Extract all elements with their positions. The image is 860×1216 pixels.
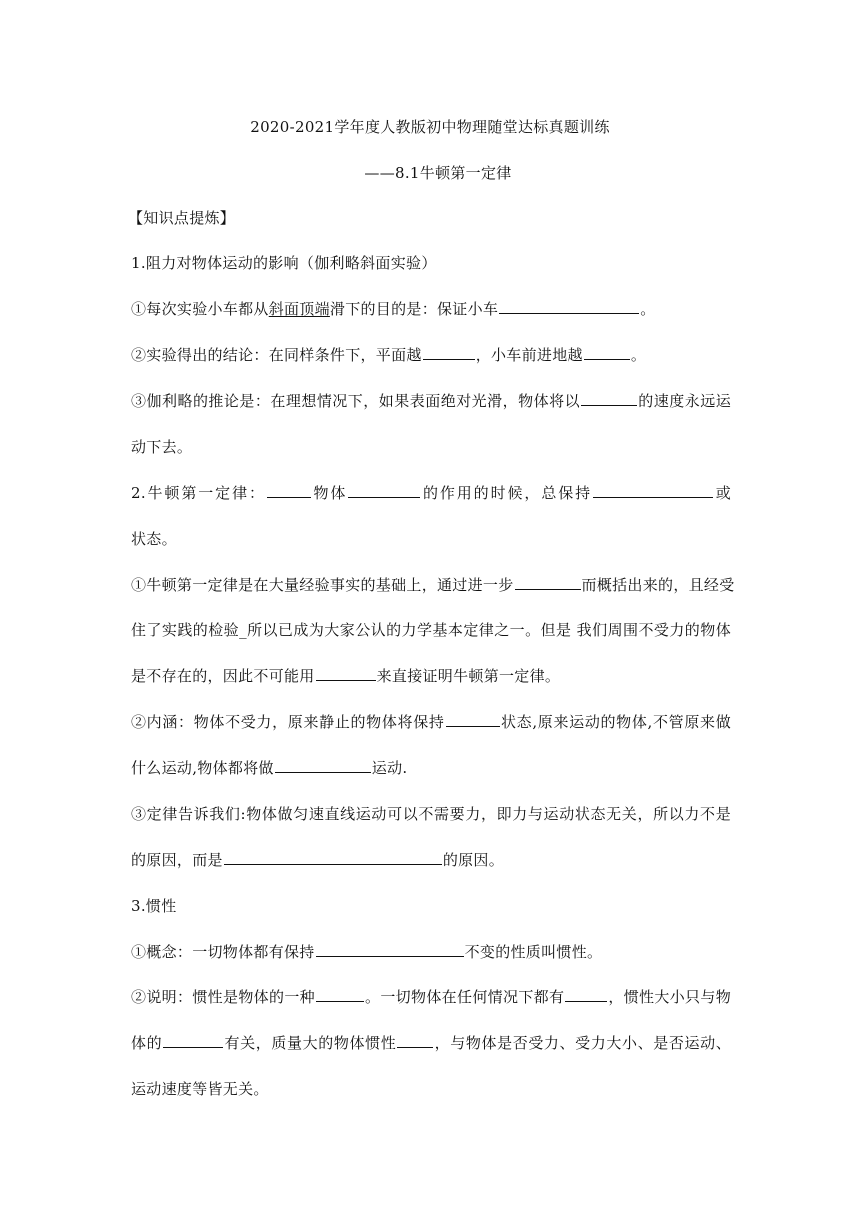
s1-item3-cont: 动下去。 — [131, 438, 193, 456]
s2-p1-cont2 — [131, 666, 731, 686]
s1-item1-underlined: 斜面顶端 — [268, 300, 330, 318]
s1-item1-text-c: 。 — [640, 300, 656, 318]
s2-p3: ③定律告诉我们:物体做匀速直线运动可以不需要力，即力与运动状态无关，所以力不是 — [131, 805, 731, 823]
s2-p1-text-d: 是不存在的，因此不可能用 — [131, 667, 315, 685]
fill-blank[interactable] — [316, 666, 376, 681]
s3-p1 — [131, 942, 731, 962]
fill-blank[interactable] — [316, 942, 464, 957]
s3-p2-cont2: 运动速度等皆无关。 — [131, 1080, 269, 1098]
s2-p2-text-a: ②内涵：物体不受力，原来静止的物体将保持 — [131, 713, 445, 731]
fill-blank[interactable] — [515, 575, 581, 590]
s2-p2-text-c: 什么运动,物体都将做 — [131, 759, 274, 777]
s2-p1 — [131, 575, 735, 595]
s3-p2-text-b: 。一切物体在任何情况下都有 — [364, 988, 565, 1006]
s2-p1-text-a: ①牛顿第一定律是在大量经验事实的基础上，通过进一步 — [131, 576, 514, 594]
s3-p2-text-c: ，惯性大小只与物 — [608, 988, 731, 1006]
fill-blank[interactable] — [446, 712, 500, 727]
s2-law-cont: 状态。 — [131, 530, 177, 548]
s1-item1 — [131, 299, 731, 319]
fill-blank[interactable] — [565, 987, 607, 1002]
s1-item3-text-b: 的速度永远运 — [638, 392, 731, 410]
s3-p1-text-a: ①概念：一切物体都有保持 — [131, 943, 315, 961]
doc-title: 2020-2021学年度人教版初中物理随堂达标真题训练 — [250, 118, 610, 136]
fill-blank[interactable] — [593, 483, 713, 498]
s3-heading: 3.惯性 — [131, 897, 177, 915]
doc-subtitle: ——8.1牛顿第一定律 — [364, 164, 512, 182]
s2-p1-text-e: 来直接证明牛顿第一定律。 — [376, 667, 561, 685]
fill-blank[interactable] — [163, 1033, 223, 1048]
s2-text-d: 或 — [714, 484, 731, 502]
fill-blank[interactable] — [224, 850, 442, 865]
s2-p1-cont: 住了实践的检验_所以已成为大家公认的力学基本定律之一。但是 我们周围不受力的物体 — [131, 621, 731, 639]
fill-blank[interactable] — [499, 299, 639, 314]
s2-p3-text-b: 的原因，而是 — [131, 851, 223, 869]
s2-text-a: 2.牛顿第一定律： — [131, 484, 266, 502]
s1-item3-text-a: ③伽利略的推论是：在理想情况下，如果表面绝对光滑，物体将以 — [131, 392, 581, 410]
fill-blank[interactable] — [275, 758, 371, 773]
s3-p2-cont — [131, 1033, 731, 1053]
s1-item3 — [131, 391, 731, 411]
fill-blank[interactable] — [423, 345, 475, 360]
fill-blank[interactable] — [581, 391, 637, 406]
s3-p1-text-b: 不变的性质叫惯性。 — [464, 943, 603, 961]
s2-p2-cont — [131, 758, 731, 778]
fill-blank[interactable] — [348, 483, 420, 498]
s2-p3-cont — [131, 850, 731, 870]
s3-p2 — [131, 987, 731, 1007]
s3-p2-text-e: 有关，质量大的物体惯性 — [224, 1034, 397, 1052]
s1-item1-text-b: 滑下的目的是：保证小车 — [329, 300, 499, 318]
s1-heading: 1.阻力对物体运动的影响（伽利略斜面实验） — [131, 254, 437, 272]
s3-p2-text-a: ②说明：惯性是物体的一种 — [131, 988, 315, 1006]
s1-item2-text-a: ②实验得出的结论：在同样条件下，平面越 — [131, 346, 422, 364]
s1-item1-text-a: ①每次实验小车都从 — [131, 300, 269, 318]
s2-p1-text-b: 而概括出来的，且经受 — [581, 576, 735, 594]
s2-p3-text-c: 的原因。 — [442, 851, 505, 869]
s2-text-b: 物体 — [311, 484, 348, 502]
s2-p2-text-b: 状态,原来运动的物体,不管原来做 — [500, 713, 731, 731]
s2-law — [131, 483, 731, 503]
fill-blank[interactable] — [584, 345, 630, 360]
s2-text-c: 的作用的时候，总保持 — [421, 484, 593, 502]
s3-p2-text-f: ，与物体是否受力、受力大小、是否运动、 — [434, 1034, 731, 1052]
fill-blank[interactable] — [267, 483, 311, 498]
s1-item2-text-c: 。 — [630, 346, 647, 364]
section-heading: 【知识点提炼】 — [128, 209, 236, 227]
s2-p2 — [131, 712, 731, 732]
s1-item2-text-b: ，小车前进地越 — [475, 346, 583, 364]
fill-blank[interactable] — [397, 1033, 433, 1048]
s2-p2-text-d: 运动. — [371, 759, 408, 777]
s1-item2 — [131, 345, 731, 365]
fill-blank[interactable] — [316, 987, 364, 1002]
s3-p2-text-d: 体的 — [131, 1034, 163, 1052]
